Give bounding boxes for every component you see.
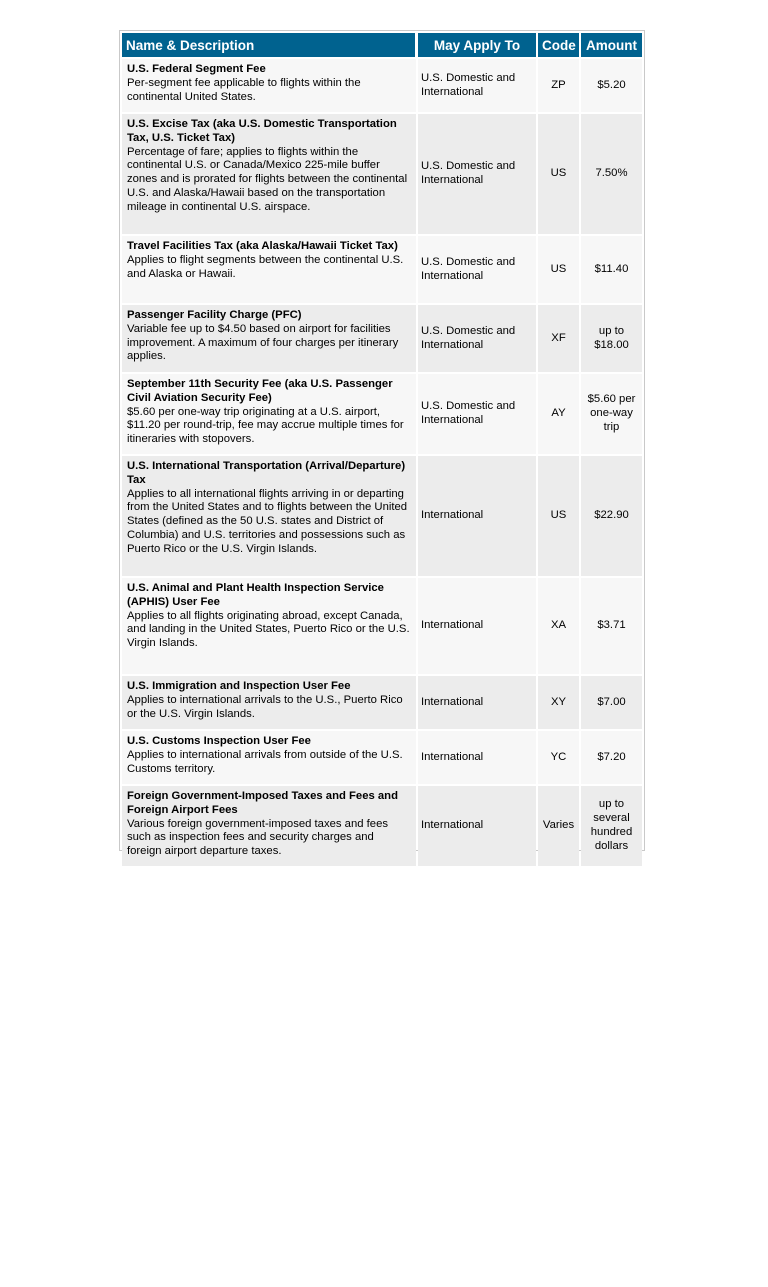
fee-description: Percentage of fare; applies to flights within the continental U.S. or Canada/Mexico 225-mile buffer zones and is prorated for flights between the continental U.S. and Alaska/Hawaii based on the transportation mileage in continental U.S. airspace.	[127, 145, 408, 213]
fee-description: Variable fee up to $4.50 based on airport for facilities improvement. A maximum of four charges per itinerary applies.	[127, 322, 399, 363]
amount-cell: $11.40	[581, 236, 642, 303]
name-cell	[122, 456, 416, 576]
name-cell	[122, 786, 416, 866]
amount-cell: up to $18.00	[581, 305, 642, 372]
name-cell	[122, 305, 416, 372]
code-cell: Varies	[538, 786, 579, 866]
amount-cell: 7.50%	[581, 114, 642, 234]
fee-title: U.S. Animal and Plant Health Inspection Service (APHIS) User Fee	[127, 582, 384, 608]
name-cell	[122, 578, 416, 674]
table-row	[122, 456, 642, 576]
fee-description: Various foreign government-imposed taxes and fees such as inspection fees and security charges and foreign airport departure taxes.	[127, 817, 389, 858]
apply-cell: International	[418, 456, 536, 576]
code-cell: XF	[538, 305, 579, 372]
table-row	[122, 59, 642, 112]
amount-cell: $3.71	[581, 578, 642, 674]
name-cell	[122, 676, 416, 729]
fee-title: U.S. Customs Inspection User Fee	[127, 735, 311, 747]
header-name-description: Name & Description	[122, 33, 416, 57]
fee-title: U.S. International Transportation (Arrival/Departure) Tax	[127, 460, 406, 486]
apply-cell: U.S. Domestic and International	[418, 236, 536, 303]
code-cell: XA	[538, 578, 579, 674]
amount-cell: $7.00	[581, 676, 642, 729]
code-cell: US	[538, 236, 579, 303]
table-header-row	[122, 33, 642, 57]
table-row	[122, 676, 642, 729]
fee-description: Applies to flight segments between the continental U.S. and Alaska or Hawaii.	[127, 253, 404, 280]
header-code: Code	[538, 33, 579, 57]
name-cell	[122, 731, 416, 784]
code-cell: YC	[538, 731, 579, 784]
amount-cell: $22.90	[581, 456, 642, 576]
code-cell: US	[538, 456, 579, 576]
fee-description: Per-segment fee applicable to flights within the continental United States.	[127, 76, 361, 103]
apply-cell: U.S. Domestic and International	[418, 114, 536, 234]
fees-table-container	[119, 30, 645, 858]
fee-description: Applies to international arrivals from outside of the U.S. Customs territory.	[127, 748, 403, 775]
taxes-fees-table	[120, 31, 644, 868]
fee-title: U.S. Excise Tax (aka U.S. Domestic Transportation Tax, U.S. Ticket Tax)	[127, 118, 397, 144]
code-cell: AY	[538, 374, 579, 454]
apply-cell: International	[418, 731, 536, 784]
fee-title: September 11th Security Fee (aka U.S. Passenger Civil Aviation Security Fee)	[127, 378, 393, 404]
fee-title: U.S. Immigration and Inspection User Fee	[127, 680, 351, 692]
header-may-apply-to: May Apply To	[418, 33, 536, 57]
fee-description: Applies to international arrivals to the U.S., Puerto Rico or the U.S. Virgin Islands.	[127, 693, 403, 720]
table-row	[122, 374, 642, 454]
name-cell	[122, 114, 416, 234]
amount-cell: $7.20	[581, 731, 642, 784]
table-row	[122, 786, 642, 866]
apply-cell: U.S. Domestic and International	[418, 59, 536, 112]
amount-cell: $5.60 per one-way trip	[581, 374, 642, 454]
apply-cell: U.S. Domestic and International	[418, 305, 536, 372]
table-row	[122, 114, 642, 234]
apply-cell: International	[418, 578, 536, 674]
table-row	[122, 305, 642, 372]
name-cell	[122, 236, 416, 303]
apply-cell: International	[418, 786, 536, 866]
code-cell: XY	[538, 676, 579, 729]
fee-description: Applies to all flights originating abroad, except Canada, and landing in the United States, Puerto Rico or the U.S. Virgin Islands.	[127, 609, 410, 650]
amount-cell: $5.20	[581, 59, 642, 112]
amount-cell: up to several hundred dollars	[581, 786, 642, 866]
apply-cell: U.S. Domestic and International	[418, 374, 536, 454]
fee-description: $5.60 per one-way trip originating at a U.S. airport, $11.20 per round-trip, fee may accrue multiple times for itineraries with stopovers.	[127, 405, 404, 446]
header-amount: Amount	[581, 33, 642, 57]
fee-title: Travel Facilities Tax (aka Alaska/Hawaii Ticket Tax)	[127, 240, 398, 252]
fee-title: Foreign Government-Imposed Taxes and Fees and Foreign Airport Fees	[127, 790, 398, 816]
fee-title: U.S. Federal Segment Fee	[127, 63, 266, 75]
name-cell	[122, 374, 416, 454]
code-cell: US	[538, 114, 579, 234]
apply-cell: International	[418, 676, 536, 729]
fee-title: Passenger Facility Charge (PFC)	[127, 309, 302, 321]
fee-description: Applies to all international flights arriving in or departing from the United States and to flights between the United States (defined as the 50 U.S. states and District of Columbia) and U.S. territories and possessions such as Puerto Rico or the U.S. Virgin Islands.	[127, 487, 408, 555]
table-row	[122, 578, 642, 674]
code-cell: ZP	[538, 59, 579, 112]
table-row	[122, 731, 642, 784]
table-row	[122, 236, 642, 303]
name-cell	[122, 59, 416, 112]
